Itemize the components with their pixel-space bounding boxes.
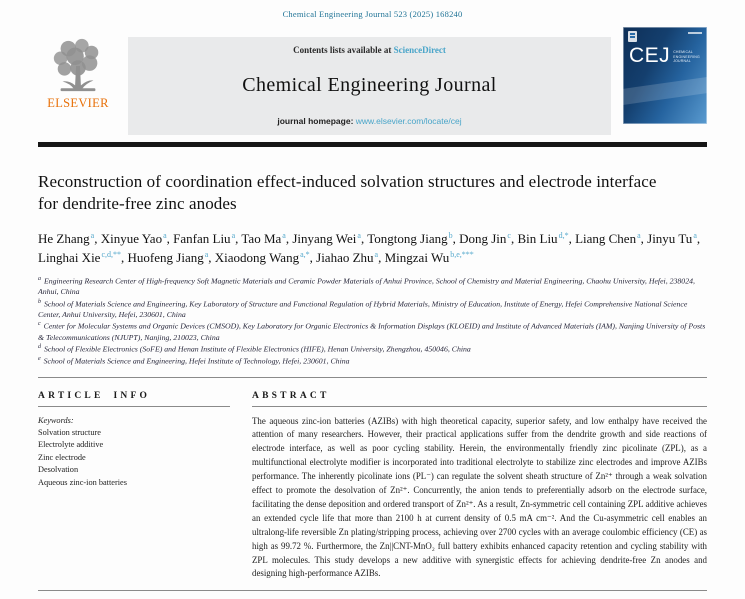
- affiliation: $^a$ Engineering Research Center of High-frequency Soft Magnetic Materials and Ceramic Powder Materials of Anhui Province, School of Chemistry and Material Engineering, Chaohu University, Hefei, 238024, Anhui, China: [38, 275, 695, 297]
- author: Fanfan Liu$^a$: [173, 230, 236, 246]
- author-affiliation-sup: a,*: [300, 250, 310, 260]
- author-affiliation-sup: a: [204, 250, 209, 260]
- affiliation: $^b$ School of Materials Science and Engineering, Key Laboratory of Structure and Functional Regulation of Hybrid Materials, Ministry of Education, Institute of Energy, Hefei Comprehensive National Science Center, Anhui University, Hefei, 230601, China: [38, 298, 688, 319]
- keyword: Desolvation: [38, 465, 79, 475]
- journal-title: Chemical Engineering Journal: [242, 74, 497, 96]
- article-title: Reconstruction of coordination effect-induced solvation structures and electrode interface for dendrite-free zinc anodes: [38, 172, 657, 214]
- author-affiliation-sup: b: [448, 230, 453, 240]
- cover-journal-name-line: ENGINEERING: [673, 54, 700, 59]
- author-affiliation-sup: c: [507, 230, 511, 240]
- contents-line-text: Contents lists available at: [293, 45, 394, 55]
- author: Linghai Xie$^{c,d,**}$: [38, 250, 122, 266]
- keyword: Solvation structure: [38, 428, 101, 438]
- author: Xiaodong Wang$^{a,*}$: [214, 250, 310, 266]
- author-affiliation-sup: a: [163, 230, 167, 240]
- sciencedirect-link[interactable]: ScienceDirect: [393, 45, 446, 55]
- abstract-rule: [252, 406, 707, 407]
- author-list: He Zhang$^a$, Xinyue Yao$^a$, Fanfan Liu$^a$, Tao Ma$^a$, Jinyang Wei$^a$, Tongtong Jiang$^b$, Dong Jin$^c$, Bin Liu$^{d,*}$, Liang Chen$^a$, Jinyu Tu$^a$, Linghai Xie$^{c,d,**}$, Huofeng Jiang$^a$, Xiaodong Wang$^{a,*}$, Jiahao Zhu$^a$, Mingzai $Wu^{b,e,***}$: [38, 230, 701, 266]
- cover-title-block: [629, 45, 700, 66]
- author-affiliation-sup: b,e,***: [450, 250, 474, 260]
- keyword: Zinc electrode: [38, 452, 86, 462]
- keyword: Electrolyte additive: [38, 440, 104, 450]
- homepage-label: journal homepage:: [277, 116, 356, 126]
- cover-journal-name: [673, 50, 700, 64]
- journal-cover-thumbnail: [623, 27, 707, 124]
- author: Xinyue Yao$^a$: [100, 230, 167, 246]
- author-affiliation-sup: a: [637, 230, 641, 240]
- author-affiliation-sup: a: [231, 230, 236, 240]
- author-affiliation-sup: a: [90, 230, 95, 240]
- masthead-divider: [38, 142, 707, 147]
- article-info-section: [38, 391, 230, 582]
- keywords-list: [38, 427, 230, 489]
- keyword: Aqueous zinc-ion batteries: [38, 477, 127, 487]
- contents-line: [134, 45, 605, 55]
- author: Tao Ma$^a$: [241, 230, 286, 246]
- author: Jiahao Zhu$^a$: [316, 250, 379, 266]
- author-affiliation-sup: a: [693, 230, 697, 240]
- affiliation: $^d$ School of Flexible Electronics (SoFE) and Henan Institute of Flexible Electronics (HIFE), Henan University, Zhengzhou, 450046, China: [38, 344, 471, 354]
- author: Tongtong Jiang$^b$: [367, 230, 453, 246]
- elsevier-tree-icon: [49, 37, 107, 95]
- cover-journal-name-line: CHEMICAL: [673, 50, 693, 55]
- author: Mingzai $Wu^{b,e,***}$: [384, 250, 474, 266]
- journal-homepage-link[interactable]: www.elsevier.com/locate/cej: [355, 116, 462, 126]
- author: Bin Liu$^{d,*}$: [517, 230, 569, 246]
- info-abstract-columns: [38, 391, 707, 582]
- homepage-line: [134, 116, 605, 126]
- author-affiliation-sup: a: [357, 230, 361, 240]
- affiliation-list: [38, 275, 707, 368]
- author: Liang Chen$^a$: [575, 230, 641, 246]
- journal-citation: Chemical Engineering Journal 523 (2025) 168240: [282, 9, 463, 19]
- cover-issue-text: [688, 32, 702, 34]
- author-affiliation-sup: d,*: [558, 230, 569, 240]
- abstract-section: [252, 391, 707, 582]
- cover-abbr: CEJ: [629, 44, 671, 67]
- elsevier-wordmark: ELSEVIER: [47, 96, 109, 110]
- abstract-text: The aqueous zinc-ion batteries (AZIBs) with high theoretical capacity, superior safety, and low enthalpy have received the attention of many researchers. However, their practical applications suffer from the dendrite growth and side reactions of electrode interface, as well as poor cycling stability. Herein, the environmentally friendly zinc picolinate (ZPL), as a multifunctional electrolyte modifier is incorporated into traditional electrolyte to stabilize zinc electrodes and improve AZIBs performance. The inherently picolinate ions (PL⁻) can regulate the solvent sheath structure of Zn²⁺ through a weak solvation effect to promote the desolvation of Zn²⁺. Concurrently, the anion tends to preferentially adsorb on the electrode surface, facilitating the dense deposition and ordered transport of Zn²⁺. As a result, Zn-symmetric cell containing ZPL additive achieves an extended cycle life that more than 2100 h at current density of 0.5 mA cm⁻². And the Cu-asymmetric cell enables an ultralong-life reversible Zn plating/stripping process, achieving over 2700 cycles with an average coulombic efficiency (CE) as high as 99.72 %. Furthermore, the Zn||CNT-MnO₂ full battery exhibits enhanced capacity retention and cycling stability with ZPL molecules. This study develops a new additive with synergistic effects for achieving dendrite-free Zn anodes and designing high-performance AZIBs.: [252, 415, 707, 579]
- article-info-rule: [38, 406, 230, 407]
- abstract-heading: ABSTRACT: [252, 390, 330, 401]
- cover-publisher-mark-icon: [628, 31, 637, 42]
- author: Jinyang Wei$^a$: [292, 230, 361, 246]
- cover-journal-name-line: JOURNAL: [673, 59, 691, 64]
- author-affiliation-sup: c,d,**: [101, 250, 122, 260]
- author-affiliation-sup: a: [374, 250, 379, 260]
- author: Dong Jin$^c$: [459, 230, 511, 246]
- affiliation: $^c$ Center for Molecular Systems and Organic Devices (CMSOD), Key Laboratory for Organic Electronics & Information Displays (KLOEID) and Institute of Advanced Materials (IAM), Nanjing University of Posts & Telecommunications (NJUPT), Nanjing, 210023, China: [38, 321, 706, 342]
- author: Jinyu Tu$^a$: [647, 230, 697, 246]
- journal-banner: [128, 37, 611, 135]
- section-divider-top: [38, 377, 707, 378]
- author: He Zhang$^a$: [38, 230, 95, 246]
- journal-masthead: [38, 35, 707, 135]
- keywords-label: Keywords:: [38, 415, 74, 425]
- author-affiliation-sup: a: [282, 230, 286, 240]
- affiliation: $^e$ School of Materials Science and Engineering, Hefei Institute of Technology, Hefei, 230601, China: [38, 356, 350, 366]
- author: Huofeng Jiang$^a$: [127, 250, 209, 266]
- section-divider-bottom: [38, 590, 707, 591]
- article-info-heading: ARTICLE INFO: [38, 390, 151, 401]
- elsevier-logo: [38, 37, 118, 111]
